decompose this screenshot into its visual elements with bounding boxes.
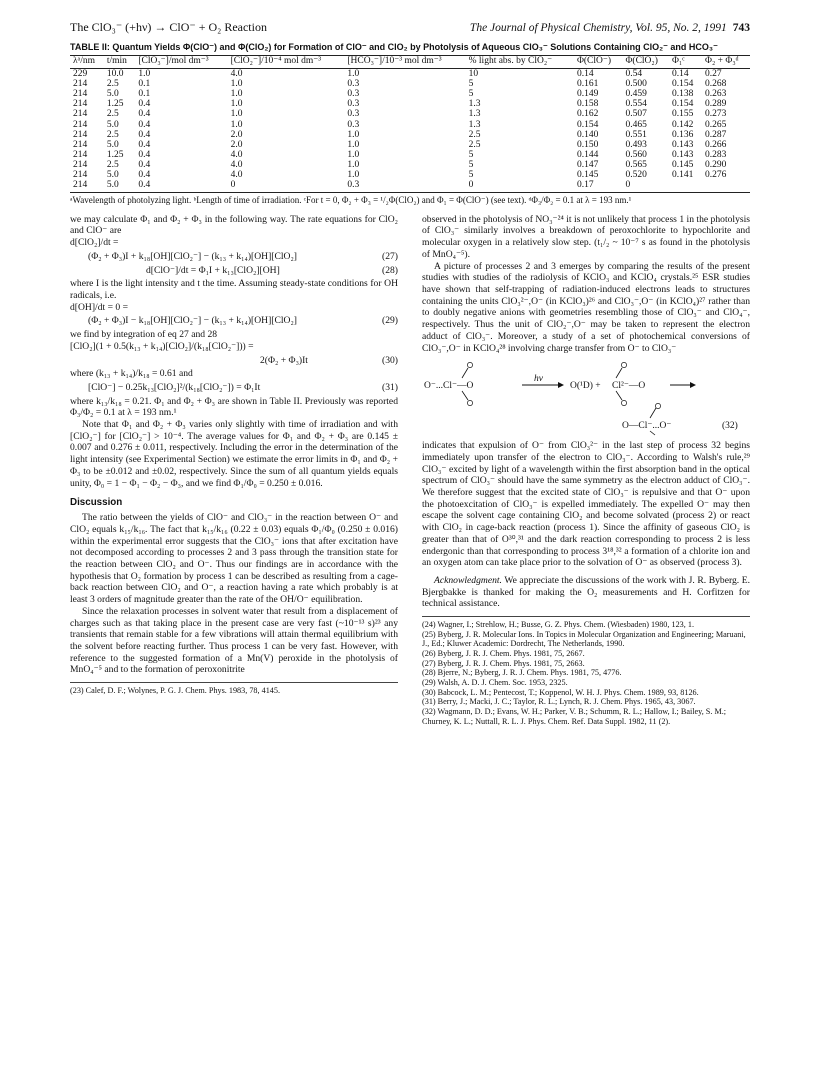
table-cell: 0.1 xyxy=(138,89,151,100)
equation-body: (Φ₂ + Φ₃)I − k₁₈[OH][ClO₂⁻] − (k₁₃ + k₁₄)[OH][ClO₂] xyxy=(88,315,297,327)
table-cell: 214 xyxy=(73,79,88,90)
table-cell: 0.27 xyxy=(705,69,722,80)
table-cell: 5 xyxy=(468,149,474,160)
paragraph: A picture of processes 2 and 3 emerges by comparing the results of the present studies with studies of the radiolysis of KClO₃ and KClO₄ crystals.²⁵ ESR studies have shown that self-trapping of radiation-induced electrons leads to structures containing the units ClO₃²⁻,O⁻ (in KClO₃)²⁶ and ClO₃⁻,O⁻ (in KClO₄)²⁷ rather than to doubly negative anions with geometries resembling those of ClO₃⁻ and ClO₄⁻, respectively. Thus the unit of ClO₂⁻,O⁻ may be taken to represent the electron adduct of ClO₃⁻. Moreover, a study of a set of photochemical conversions of ClO₃⁻,O⁻ in KClO₄²⁸ involving charge transfer from O⁻ to ClO₃⁻ xyxy=(422,260,750,354)
table-cell: 0.54 xyxy=(625,69,643,80)
equation-number: (31) xyxy=(382,381,398,393)
table-cell: 0.150 xyxy=(576,139,599,150)
reference-list xyxy=(422,616,750,726)
reaction-scheme-svg xyxy=(422,360,750,436)
table-cell: 1.0 xyxy=(347,129,360,140)
table-cell: 0.4 xyxy=(138,149,151,160)
table-cell: 214 xyxy=(73,139,88,150)
equation-number: (32) xyxy=(722,421,738,432)
col-header: Φ₂ + Φ₃ᵈ xyxy=(702,56,750,69)
journal-page xyxy=(70,20,750,726)
reference: (24) Wagner, I.; Strehlow, H.; Busse, G. Z. Phys. Chem. (Wiesbaden) 1980, 123, 1. xyxy=(422,620,695,630)
table-cell: 5 xyxy=(468,79,474,90)
table-cell: 1.0 xyxy=(230,119,243,130)
col-header: [HCO₃⁻]/10⁻³ mol dm⁻³ xyxy=(344,56,465,69)
footnote-23: (23) Calef, D. F.; Wolynes, P. G. J. Chem. Phys. 1983, 78, 4145. xyxy=(70,682,398,696)
table-cell: 214 xyxy=(73,119,88,130)
table-cell: 0 xyxy=(466,180,574,193)
reference: (25) Byberg, J. R. Molecular Ions. In Topics in Molecular Organization and Engineering; Maruani, J., Ed.; Kluwer Academic: Dordrecht, The Netherlands, 1990. xyxy=(422,629,746,649)
table-cell: 1.25 xyxy=(106,99,124,110)
table-row xyxy=(70,140,750,150)
bond xyxy=(462,391,468,400)
paragraph: where (k₁₃ + k₁₄)/k₁₈ = 0.61 and xyxy=(70,368,193,380)
paragraph: indicates that expulsion of O⁻ from ClO₃²⁻ in the last step of process 32 begins immediately upon transfer of the electron to ClO₃⁻. According to Walsh's rule,²⁹ ClO₃⁻ excited by light of a wavelength within the first absorption band in the optical spectrum of ClO₃⁻ should have the same symmetry as the electron adduct of ClO₃⁻. We therefore suggest that the excited state of ClO₃⁻ is repulsive and that O⁻ upon the photoexcitation of ClO₃⁻ is expelled immediately. The expelled O⁻ may then escape the solvent cage containing ClO₂ and become solvated (process 2) or react with ClO₂ in cage-back reaction (process 1). Since the affinity of gaseous ClO₂ is greater than that of O³⁰,³¹ and the dark reaction corresponding to process 2 is less endergonic than that corresponding to process 3¹⁸,³² a formation of a chlorite ion and an oxygen atom can take place prior to the solvation of O⁻ as observed (process 3). xyxy=(422,440,750,569)
table-cell: 0.283 xyxy=(705,149,727,160)
table-cell: 0.147 xyxy=(576,159,599,170)
bond xyxy=(616,391,622,400)
col-header: Φ₁ᶜ xyxy=(669,56,702,69)
table-cell: 0.4 xyxy=(138,139,151,150)
table-cell: 0.145 xyxy=(576,169,599,180)
table-cell: 214 xyxy=(73,109,88,120)
table-cell: 0.520 xyxy=(625,169,647,180)
col-header: λᵃ/nm xyxy=(70,56,104,69)
table-cell: 1.0 xyxy=(347,149,360,160)
table-cell: 0.162 xyxy=(576,109,599,120)
table-cell: 5.0 xyxy=(106,119,119,130)
table-cell: 0 xyxy=(228,180,345,193)
table-cell: 2.0 xyxy=(230,129,243,140)
bond xyxy=(616,368,622,378)
table-cell: 0.263 xyxy=(705,89,727,100)
col-header: t/min xyxy=(104,56,136,69)
table-cell: 0.565 xyxy=(625,159,647,170)
arrowhead-icon xyxy=(558,382,564,388)
table-cell: 0.287 xyxy=(705,129,727,140)
reference: (28) Bjerre, N.; Byberg, J. R. J. Chem. Phys. 1981, 75, 4776. xyxy=(422,668,622,678)
col-header: Φ(ClO⁻) xyxy=(574,56,623,69)
table-cell: 0.4 xyxy=(138,99,151,110)
table-cell: 0.459 xyxy=(625,89,647,100)
table-cell: 0.154 xyxy=(671,79,694,90)
table-cell: 0 xyxy=(622,180,668,193)
table-cell: 0.17 xyxy=(574,180,623,193)
table-row xyxy=(70,160,750,170)
table-cell: 0.3 xyxy=(347,79,360,90)
equation-31 xyxy=(70,382,398,394)
table-cell: 2.5 xyxy=(106,159,119,170)
table-row xyxy=(70,150,750,160)
right-column xyxy=(422,214,750,727)
table-cell: 0.3 xyxy=(347,89,360,100)
table-cell: 214 xyxy=(73,149,88,160)
table-cell: 5.0 xyxy=(106,139,119,150)
acknowledgment-heading: Acknowledgment. xyxy=(434,574,502,586)
table-cell: 1.0 xyxy=(230,99,243,110)
table-cell: 0.143 xyxy=(671,139,694,150)
table-cell: 0.4 xyxy=(138,109,151,120)
table-caption: TABLE II: Quantum Yields Φ(ClO⁻) and Φ(ClO₂) for Formation of ClO⁻ and ClO₂ by Photolysis of Aqueous ClO₃⁻ Solutions Containing ClO₂⁻ and HCO₃⁻ xyxy=(70,42,718,52)
reactant-label: O⁻...Cl⁻—O xyxy=(424,381,474,392)
equation-29 xyxy=(70,315,398,327)
table-cell: 5 xyxy=(468,169,474,180)
table-row xyxy=(70,180,750,193)
equation-number: (29) xyxy=(382,315,398,327)
table-cell: 2.5 xyxy=(106,109,119,120)
acknowledgment xyxy=(422,575,750,610)
table-cell: 0.507 xyxy=(625,109,647,120)
table-cell: 0.273 xyxy=(705,109,727,120)
table-cell: 0.560 xyxy=(625,149,647,160)
arrowhead-icon xyxy=(690,382,696,388)
table-cell: 0.154 xyxy=(671,99,694,110)
table-cell: 1.0 xyxy=(347,69,360,80)
table-row xyxy=(70,79,750,89)
table-cell: 1.0 xyxy=(347,159,360,170)
equation-number: (28) xyxy=(382,264,398,276)
table-cell: 0.161 xyxy=(576,79,599,90)
table-cell: 2.0 xyxy=(230,139,243,150)
table-footnote: ᵃWavelength of photolyzing light. ᵇLength of time of irradiation. ᶜFor t = 0, Φ₂ + Φ₃ = ¹/₂Φ(ClO₂) and Φ₁ = Φ(ClO⁻) (see text). ᵈΦ₃/Φ₂ = 0.1 at λ = 193 nm.¹ xyxy=(70,194,632,205)
quantum-yield-table xyxy=(70,55,750,193)
table-cell: 0.289 xyxy=(705,99,727,110)
oxygen-atom xyxy=(621,363,626,368)
table-cell: 4.0 xyxy=(230,149,243,160)
table-cell: 214 xyxy=(73,159,88,170)
table-row xyxy=(70,69,750,80)
equation-number: (30) xyxy=(382,354,398,366)
table-cell: 0.138 xyxy=(671,89,694,100)
final-product-label: O—Cl⁻...O⁻ xyxy=(622,421,672,432)
table-cell: 4.0 xyxy=(230,169,243,180)
table-row xyxy=(70,109,750,119)
paragraph: where I is the light intensity and t the time. Assuming steady-state conditions for OH radicals, i.e. xyxy=(70,278,398,301)
table-cell: 214 xyxy=(73,89,88,100)
table-cell: 5.0 xyxy=(106,169,119,180)
table-cell: 0.143 xyxy=(671,149,694,160)
reaction-scheme-32 xyxy=(422,360,750,436)
table-cell: 0.4 xyxy=(138,169,151,180)
table-cell: 10.0 xyxy=(106,69,124,80)
bond xyxy=(650,408,656,418)
oxygen-atom xyxy=(621,401,626,406)
table-cell: 0.3 xyxy=(347,119,360,130)
table-cell: 1.0 xyxy=(230,109,243,120)
table-cell: 5.0 xyxy=(104,180,136,193)
table-cell: 1.3 xyxy=(468,99,481,110)
table-cell: 0.4 xyxy=(138,129,151,140)
table-cell: 0.158 xyxy=(576,99,599,110)
table-row xyxy=(70,99,750,109)
two-column-body xyxy=(70,214,750,727)
equation-30 xyxy=(70,355,398,367)
article-short-title: The ClO₃⁻ (+hν) → ClO⁻ + O₂ Reaction xyxy=(70,20,267,34)
table-row xyxy=(70,170,750,180)
col-header: Φ(ClO₂) xyxy=(622,56,668,69)
table-cell: 214 xyxy=(70,180,104,193)
table-cell: 0.4 xyxy=(138,159,151,170)
table-cell: 0.268 xyxy=(705,79,727,90)
equation-body: d[ClO⁻]/dt = Φ₁I + k₁₃[ClO₂][OH] xyxy=(146,264,280,276)
table-cell: 0.149 xyxy=(576,89,599,100)
col-header: [ClO₃⁻]/mol dm⁻³ xyxy=(135,56,227,69)
table-cell: 1.0 xyxy=(230,89,243,100)
table-cell: 0.14 xyxy=(576,69,594,80)
table-cell: 5 xyxy=(468,159,474,170)
equation-28 xyxy=(70,265,398,277)
table-cell: 0.493 xyxy=(625,139,647,150)
equation-body: (Φ₂ + Φ₃)I + k₁₈[OH][ClO₂⁻] − (k₁₃ + k₁₄)[OH][ClO₂] xyxy=(88,250,297,262)
bond xyxy=(462,368,468,378)
table-cell: 1.3 xyxy=(468,119,481,130)
equation-29-lhs: d[OH]/dt = 0 = xyxy=(70,301,128,313)
table-cell: 2.5 xyxy=(468,129,481,140)
table-cell: 0.14 xyxy=(671,69,689,80)
table-cell: 1.0 xyxy=(230,79,243,90)
left-column xyxy=(70,214,398,727)
bond xyxy=(650,431,655,435)
table-cell: 0.3 xyxy=(347,109,360,120)
reference: (31) Berry, J.; Macki, J. C.; Taylor, R. L.; Lynch, R. J. Chem. Phys. 1965, 43, 3067. xyxy=(422,697,696,707)
table-cell: 229 xyxy=(73,69,88,80)
table-row xyxy=(70,120,750,130)
table-body xyxy=(70,69,750,193)
equation-27 xyxy=(70,251,398,263)
journal-name: The Journal of Physical Chemistry, Vol. 95, No. 2, 1991 xyxy=(469,22,727,34)
table-cell: 2.5 xyxy=(468,139,481,150)
table-cell: 10 xyxy=(468,69,479,80)
table-cell: 0.290 xyxy=(705,159,727,170)
paragraph: Since the relaxation processes in solvent water that result from a displacement of charges such as that taking place in the present case are very fast (~10⁻¹³ s)²³ any transients that remain stable for a few vibrations will attain thermal equilibrium with the solvent before reacting further. Thus process 1 can be very fast. However, with reference to the suggested formation of a Mn(V) peroxide in the photolysis of MnO₄⁻⁵ and to the formation of peroxonitrite xyxy=(70,605,398,676)
table-cell: 0.551 xyxy=(625,129,647,140)
col-header: [ClO₂⁻]/10⁻⁴ mol dm⁻³ xyxy=(228,56,345,69)
equation-number: (27) xyxy=(382,250,398,262)
table-cell: 5 xyxy=(468,89,474,100)
table-cell: 214 xyxy=(73,99,88,110)
table-cell: 0.155 xyxy=(671,109,694,120)
paragraph: where k₁₃/k₁₈ = 0.21. Φ₁ and Φ₂ + Φ₃ are shown in Table II. Previously was reported Φ₃/Φ₂ = 0.1 at λ = 193 nm.¹ xyxy=(70,395,398,419)
table-cell: 0.4 xyxy=(135,180,227,193)
table-row xyxy=(70,130,750,140)
oxygen-atom xyxy=(467,363,472,368)
running-head xyxy=(70,20,750,35)
table-cell: 0.500 xyxy=(625,79,647,90)
table-cell: 2.5 xyxy=(106,79,119,90)
table-row xyxy=(70,89,750,99)
table-cell xyxy=(702,180,750,193)
table-cell: 0.142 xyxy=(671,119,694,130)
table-cell: 1.3 xyxy=(468,109,481,120)
table-cell: 0.4 xyxy=(138,119,151,130)
journal-citation xyxy=(470,22,750,34)
table-cell: 0.145 xyxy=(671,159,694,170)
table-cell: 0.144 xyxy=(576,149,599,160)
table-header-row xyxy=(70,56,750,69)
product-label: O(¹D) + xyxy=(570,381,601,392)
section-heading: Discussion xyxy=(70,497,123,509)
table-cell: 1.0 xyxy=(138,69,151,80)
page-number: 743 xyxy=(732,22,750,34)
table-cell: 0.3 xyxy=(347,99,360,110)
oxygen-atom xyxy=(467,401,472,406)
table-cell: 0.141 xyxy=(671,169,694,180)
table-cell: 0.154 xyxy=(576,119,599,130)
table-cell: 5.0 xyxy=(106,89,119,100)
reference: (26) Byberg, J. R. J. Chem. Phys. 1981, 75, 2667. xyxy=(422,649,585,659)
acknowledgment-text: We appreciate the discussions of the work with J. R. Byberg. E. Bjergbakke is thanked for making the O₂ measurements and H. Corfitzen for technical assistance. xyxy=(422,574,750,610)
equation-30-lhs: [ClO₂](1 + 0.5(k₁₃ + k₁₄)[ClO₂]/(k₁₈[ClO₂⁻])) = xyxy=(70,340,254,352)
equation-body: 2(Φ₂ + Φ₃)It xyxy=(260,354,308,366)
table-cell: 4.0 xyxy=(230,159,243,170)
paragraph: Note that Φ₁ and Φ₂ + Φ₃ varies only slightly with time of irradiation and with [ClO₂⁻] for [ClO₂⁻] > 10⁻⁴. The average values for Φ₁ and Φ₂ + Φ₃ are 0.145 ± 0.007 and 0.276 ± 0.011, respectively. Including the error in the determination of the light intensity (see Experimental Section) we estimate the error limits in Φ₁ and Φ₂ + Φ₃ to be ±0.012 and ±0.02, respectively. Since the sum of all quantum yields equals unity, Φ₀ = 1 − Φ₁ − Φ₂ − Φ₃, and we find Φ₁/Φ₀ = 0.250 ± 0.016. xyxy=(70,419,398,489)
table-cell: 1.0 xyxy=(347,169,360,180)
reference: (32) Wagmann, D. D.; Evans, W. H.; Parker, V. B.; Schumm, R. L.; Hallow, I.; Bailey, S. M.; Churney, K. L.; Nuttall, R. L. J. Phys. Chem. Ref. Data Suppl. 1982, 11 (2). xyxy=(422,707,727,726)
table-cell: 0.1 xyxy=(138,79,151,90)
table-cell: 0.276 xyxy=(705,169,727,180)
table-cell: 0.3 xyxy=(344,180,465,193)
col-header: % light abs. by ClO₂⁻ xyxy=(466,56,574,69)
table-cell: 0.265 xyxy=(705,119,727,130)
table-cell: 0.266 xyxy=(705,139,727,150)
table-cell: 214 xyxy=(73,169,88,180)
table-cell: 1.25 xyxy=(106,149,124,160)
table-cell: 0.136 xyxy=(671,129,694,140)
reference: (27) Byberg, J. R. J. Chem. Phys. 1981, 75, 2663. xyxy=(422,658,585,668)
intermediate-label: Cl²⁻—O xyxy=(612,381,646,392)
oxygen-atom xyxy=(655,404,660,409)
table-cell: 0.465 xyxy=(625,119,647,130)
table-cell: 1.0 xyxy=(347,139,360,150)
paragraph: observed in the photolysis of NO₃⁻²⁴ it is not unlikely that process 1 in the photolysis of ClO₃⁻ similarly involves a breakdown of peroxochlorite to hypochlorite and molecular oxygen in a relatively slow step. (t₁/₂ ~ 10⁻⁷ s as found in the photolysis of MnO₄⁻⁵). xyxy=(422,213,750,260)
table-cell: 2.5 xyxy=(106,129,119,140)
equation-body: [ClO⁻] − 0.25k₁₃[ClO₂]²/(k₁₈[ClO₂⁻]) = Φ₁It xyxy=(88,381,261,393)
paragraph: The ratio between the yields of ClO⁻ and ClO₃⁻ in the reaction between O⁻ and ClO₂ equals k₁₅/k₁₆. The fact that k₁₅/k₁₆ (0.22 ± 0.03) equals Φ₁/Φ₀ (0.250 ± 0.016) within the experimental error suggests that the ClO₃⁻ ions that after excitation have not decomposed according to processes 2 and 3 pass through the transition state for the reaction between ClO₂ and O⁻. Thus our findings are in accordance with the hypothesis that O₂ formation by process 1 can be described as resulting from a cage-back reaction between ClO₂ and O⁻, a reaction having a rate which probably is at least 3 orders of magnitude greater than the rate of the OH/O⁻ equilibration. xyxy=(70,512,398,606)
table-cell xyxy=(669,180,702,193)
table-cell: 214 xyxy=(73,129,88,140)
table-cell: 4.0 xyxy=(230,69,243,80)
reference: (29) Walsh, A. D. J. Chem. Soc. 1953, 2325. xyxy=(422,678,568,688)
equation-27-lhs: d[ClO₂]/dt = xyxy=(70,237,119,249)
reference: (30) Babcock, L. M.; Pentecost, T.; Koppenol, W. H. J. Phys. Chem. 1989, 93, 8126. xyxy=(422,687,699,697)
paragraph: we may calculate Φ₁ and Φ₂ + Φ₃ in the following way. The rate equations for ClO₂ and ClO⁻ are xyxy=(70,213,398,237)
table-cell: 0.554 xyxy=(625,99,647,110)
hv-label: hν xyxy=(534,374,543,385)
table-cell: 0.140 xyxy=(576,129,599,140)
paragraph: we find by integration of eq 27 and 28 xyxy=(70,329,218,341)
